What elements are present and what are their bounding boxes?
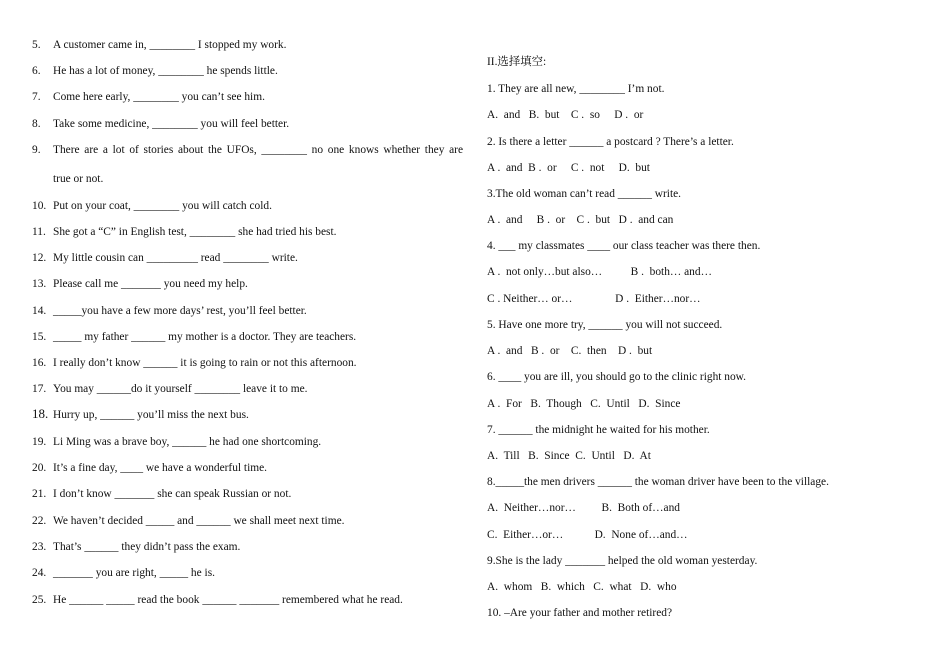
mc-question-10: 10. –Are your father and mother retired? — [487, 607, 673, 619]
mc-question-1: 1. They are all new, ________ I’m not. — [487, 83, 665, 95]
section-heading: II.选择填空: — [487, 56, 547, 68]
mc-options-5: A . and B . or C. then D . but — [487, 345, 653, 357]
mc-question-7: 7. ______ the midnight he waited for his mother. — [487, 424, 710, 436]
mc-options-8b: C. Either…or… D. None of…and… — [487, 529, 688, 541]
mc-question-6: 6. ____ you are ill, you should go to the clinic right now. — [487, 371, 746, 383]
mc-options-3: A . and B . or C . but D . and can — [487, 214, 674, 226]
mc-options-8a: A. Neither…nor… B. Both of…and — [487, 502, 680, 514]
mc-question-3: 3.The old woman can’t read ______ write. — [487, 188, 682, 200]
mc-question-4: 4. ___ my classmates ____ our class teacher was there then. — [487, 240, 761, 252]
mc-options-6: A . For B. Though C. Until D. Since — [487, 398, 681, 410]
mc-options-4b: C . Neither… or… D . Either…nor… — [487, 293, 701, 305]
mc-question-2: 2. Is there a letter ______ a postcard ? There’s a letter. — [487, 136, 734, 148]
question-9: 9. There are a lot of stories about the UFOs, ________ no one knows whether they are true or not. — [32, 144, 463, 185]
mc-options-9: A. whom B. which C. what D. who — [487, 581, 677, 593]
mc-options-1: A. and B. but C . so D . or — [487, 109, 644, 121]
mc-options-2: A . and B . or C . not D. but — [487, 162, 650, 174]
mc-question-9: 9.She is the lady _______ helped the old woman yesterday. — [487, 555, 758, 567]
mc-question-8: 8._____the men drivers ______ the woman driver have been to the village. — [487, 476, 829, 488]
mc-options-7: A. Till B. Since C. Until D. At — [487, 450, 651, 462]
mc-question-5: 5. Have one more try, ______ you will not succeed. — [487, 319, 723, 331]
mc-options-4a: A . not only…but also… B . both… and… — [487, 266, 712, 278]
